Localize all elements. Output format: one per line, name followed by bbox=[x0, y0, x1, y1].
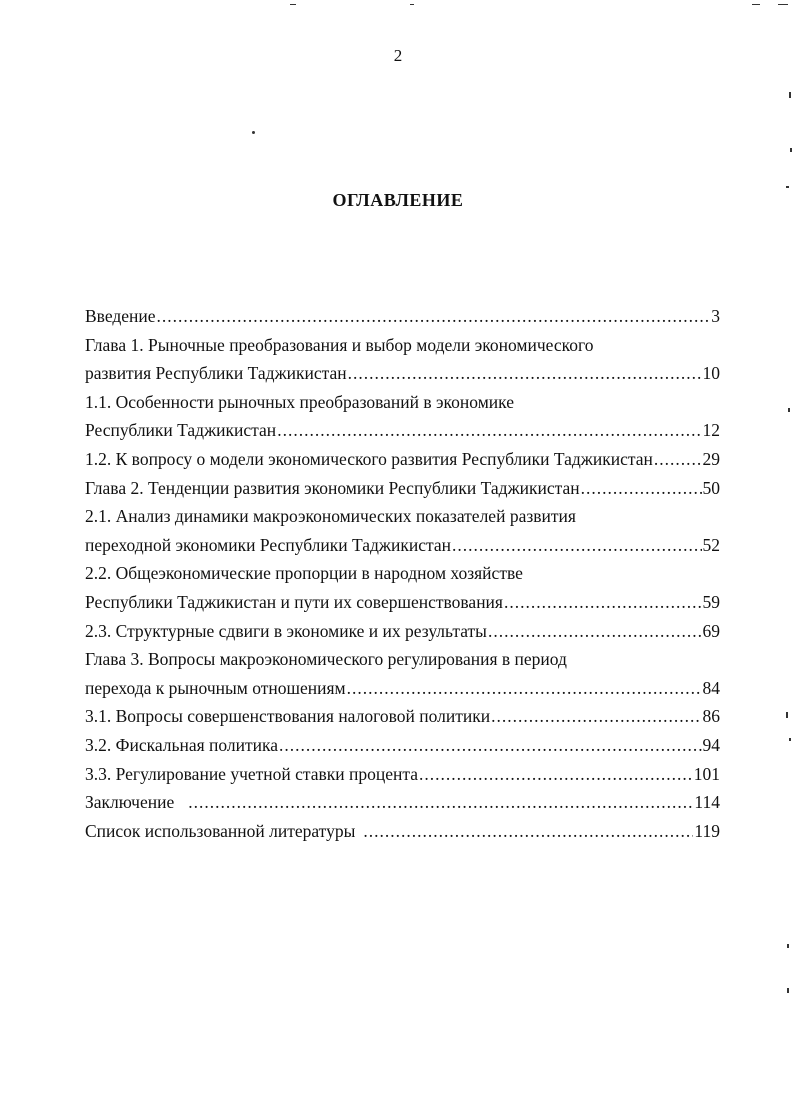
toc-page-number: 29 bbox=[702, 448, 720, 469]
scan-mark bbox=[787, 988, 789, 993]
toc-leader bbox=[188, 788, 693, 817]
toc-entry-title: Глава 1. Рыночные преобразования и выбор модели экономического bbox=[85, 334, 594, 355]
toc-entry-section-3-3[interactable] bbox=[85, 760, 720, 789]
toc-entry-title: 2.2. Общеэкономические пропорции в народном хозяйстве bbox=[85, 563, 523, 584]
toc-entry-title-cont: перехода к рыночным отношениям bbox=[85, 677, 346, 698]
toc-entry-title: Заключение bbox=[85, 792, 175, 813]
toc-page-number: 86 bbox=[702, 706, 720, 727]
toc-entry-introduction[interactable] bbox=[85, 302, 720, 331]
toc-line bbox=[85, 331, 720, 360]
scan-mark bbox=[410, 4, 414, 5]
toc-entry-section-3-2[interactable] bbox=[85, 731, 720, 760]
toc-leader bbox=[348, 359, 702, 388]
toc-leader bbox=[279, 731, 701, 760]
toc-line bbox=[85, 731, 720, 760]
scan-mark bbox=[789, 738, 791, 741]
scan-dot bbox=[252, 131, 255, 134]
scan-mark bbox=[788, 408, 790, 412]
toc-entry-section-1-2[interactable] bbox=[85, 445, 720, 474]
toc-line bbox=[85, 559, 720, 588]
scan-mark bbox=[787, 944, 789, 948]
toc-leader bbox=[581, 474, 702, 503]
toc-page-number: 101 bbox=[693, 763, 720, 784]
toc-entry-section-2-2[interactable] bbox=[85, 559, 720, 616]
toc-line bbox=[85, 531, 720, 560]
scan-mark bbox=[786, 186, 789, 188]
toc-entry-title-cont: переходной экономики Республики Таджикистан bbox=[85, 534, 452, 555]
toc-page-number: 84 bbox=[702, 677, 720, 698]
toc-entry-bibliography[interactable] bbox=[85, 817, 720, 846]
scan-mark bbox=[789, 92, 791, 98]
toc-entry-title: 3.2. Фискальная политика bbox=[85, 734, 279, 755]
toc-line bbox=[85, 617, 720, 646]
toc-entry-title: Глава 2. Тенденции развития экономики Республики Таджикистан bbox=[85, 477, 580, 498]
toc-line bbox=[85, 817, 720, 846]
toc-line bbox=[85, 588, 720, 617]
toc-leader bbox=[277, 416, 701, 445]
scan-mark bbox=[290, 4, 296, 5]
toc-line bbox=[85, 702, 720, 731]
toc-page-number: 3 bbox=[711, 306, 720, 326]
toc-leader bbox=[504, 588, 702, 617]
toc-leader bbox=[452, 531, 701, 560]
toc-leader bbox=[419, 760, 693, 789]
toc-line bbox=[85, 416, 720, 445]
toc-page-number: 59 bbox=[702, 591, 720, 612]
toc-entry-section-1-1[interactable] bbox=[85, 388, 720, 445]
toc-entry-title: Введение bbox=[85, 306, 156, 326]
toc-page-number: 10 bbox=[702, 363, 720, 384]
toc-leader bbox=[347, 674, 702, 703]
toc-entry-title: 1.1. Особенности рыночных преобразований в экономике bbox=[85, 391, 514, 412]
scan-mark bbox=[786, 712, 788, 718]
toc-entry-chapter-1[interactable] bbox=[85, 331, 720, 388]
toc-entry-title: 3.3. Регулирование учетной ставки процента bbox=[85, 763, 419, 784]
scan-mark bbox=[790, 148, 792, 152]
toc-entry-conclusion[interactable] bbox=[85, 788, 720, 817]
toc-entry-title: 3.1. Вопросы совершенствования налоговой политики bbox=[85, 706, 491, 727]
toc-entry-title-cont: развития Республики Таджикистан bbox=[85, 363, 347, 384]
toc-line bbox=[85, 445, 720, 474]
scan-mark bbox=[778, 4, 788, 5]
toc-entry-title: 2.3. Структурные сдвиги в экономике и их результаты bbox=[85, 620, 487, 641]
toc-page-number: 50 bbox=[702, 477, 720, 498]
toc-line bbox=[85, 788, 720, 817]
toc-page-number: 94 bbox=[702, 734, 720, 755]
toc-entry-title: 2.1. Анализ динамики макроэкономических показателей развития bbox=[85, 506, 576, 527]
toc-line bbox=[85, 302, 720, 331]
toc-leader bbox=[488, 617, 702, 646]
toc-page-number: 114 bbox=[694, 792, 720, 813]
toc-line bbox=[85, 388, 720, 417]
toc-entry-section-3-1[interactable] bbox=[85, 702, 720, 731]
toc-page-number: 119 bbox=[694, 820, 720, 841]
toc-entry-title: 1.2. К вопросу о модели экономического развития Республики Таджикистан bbox=[85, 448, 653, 469]
toc-entry-chapter-2[interactable] bbox=[85, 474, 720, 503]
table-of-contents bbox=[85, 302, 720, 845]
page-title: ОГЛАВЛЕНИЕ bbox=[332, 190, 464, 210]
toc-line bbox=[85, 760, 720, 789]
toc-line bbox=[85, 359, 720, 388]
toc-line bbox=[85, 674, 720, 703]
toc-leader bbox=[654, 445, 702, 474]
toc-leader bbox=[363, 817, 693, 846]
toc-line bbox=[85, 502, 720, 531]
scan-mark bbox=[752, 4, 760, 5]
toc-entry-title-cont: Республики Таджикистан bbox=[85, 420, 277, 441]
toc-entry-section-2-3[interactable] bbox=[85, 617, 720, 646]
toc-page-number: 12 bbox=[702, 420, 720, 441]
toc-line bbox=[85, 474, 720, 503]
toc-leader bbox=[491, 702, 701, 731]
toc-line bbox=[85, 645, 720, 674]
toc-entry-title: Глава 3. Вопросы макроэкономического регулирования в период bbox=[85, 649, 567, 670]
toc-entry-section-2-1[interactable] bbox=[85, 502, 720, 559]
toc-entry-chapter-3[interactable] bbox=[85, 645, 720, 702]
toc-page-number: 52 bbox=[702, 534, 720, 555]
toc-entry-title: Список использованной литературы bbox=[85, 820, 356, 841]
toc-entry-title-cont: Республики Таджикистан и пути их совершенствования bbox=[85, 591, 503, 612]
page-number: 2 bbox=[393, 46, 403, 65]
toc-page-number: 69 bbox=[702, 620, 720, 641]
toc-leader bbox=[157, 302, 711, 331]
